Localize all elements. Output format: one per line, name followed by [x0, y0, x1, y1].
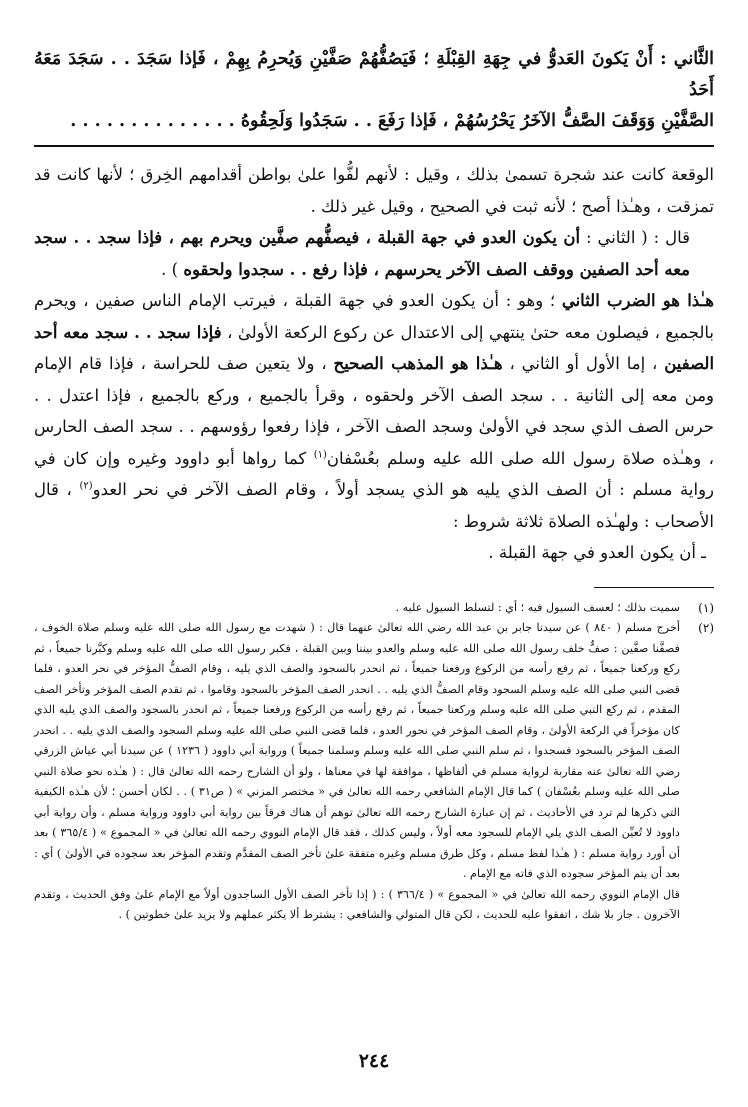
matn-line-1: الثَّاني : أَنْ يَكونَ العَدوُّ في جِهَةِ القِبْلَةِ ؛ فَيَصُفُّهُمْ صَفَّيْنِ وَيُحرِمُ بِهِمْ ، فَإذا سَجَدَ . . سَجَدَ مَعَهُ أَحَدُ: [34, 49, 714, 100]
footnote-ref-1[interactable]: (١): [313, 449, 327, 460]
condition-item-1: ـ أن يكون العدو في جهة القبلة .: [488, 543, 706, 562]
quote-intro: قال : ( الثاني :: [580, 228, 690, 247]
quoted-matn: أن يكون العدو في جهة القبلة ، فيصفُّهم صفَّين ويحرم بهم ، فإذا سجد . . سجد معه أحد الصفين ووقف الصف الآخر يحرسهم ، فإذا رفع . . سجدوا ولحقوه: [34, 228, 690, 279]
text-segment-b: ، إما الأول أو الثاني ،: [502, 354, 665, 373]
page-number: ٢٤٤: [358, 1050, 390, 1072]
footnote-ref-2[interactable]: (٢): [79, 480, 93, 492]
text-segment-a: ؛ وهو : أن يكون العدو في جهة القبلة ، فيرتب الإمام الناس صفين ، ويحرم بالجميع ، فيصلون معه حتىٰ ينتهي إلى الاعتدال عن ركوع الركعة الأولىٰ ،: [34, 291, 715, 342]
text-segment-d: كما رواها أبو داوود وغيره وإن كان في رواية مسلم : أن الصف الذي يليه هو الذي يسجد أولاً ، وقام الصف الآخر في نحر العدو: [34, 448, 715, 499]
commentary-paragraph-1: الوقعة كانت عند شجرة تسمىٰ بذلك ، وقيل : لأنهم لفُّوا علىٰ بواطن أقدامهم الخِرق ؛ لأنها كانت قد تمزقت ، وهـٰذا أصح ؛ لأنه ثبت في الصحيح ، وقيل غير ذلك .: [34, 165, 714, 216]
matn-divider: [34, 145, 714, 147]
matn-line-2: الصَّفَّيْنِ وَوَقَفَ الصَّفُّ الآخَرُ يَحْرُسُهُمْ ، فَإذا رَفَعَ . . سَجَدُوا وَلَحِقُوهُ . . . . . . . . . . . . . .: [70, 111, 714, 131]
quote-close: ) .: [161, 259, 184, 279]
matn-text: [34, 44, 714, 137]
footnote-text: سميت بذلك ؛ لعسف السيول فيه ؛ أي : لتسلط السيول عليه .: [395, 600, 680, 614]
footnote-divider: [594, 587, 714, 588]
emphasis-when-prostrate: فإذا سجد . . سجد معه أحد الصفين: [34, 322, 715, 373]
emphasis-second-type: هـٰذا هو الضرب الثاني: [561, 291, 714, 310]
footnote-2: [34, 618, 714, 885]
commentary-paragraph-2: [34, 222, 714, 285]
footnote-1: [34, 598, 714, 619]
footnote-text: أخرج مسلم ( ٨٤٠ ) عن سيدنا جابر بن عبد الله رضي الله تعالىٰ عنهما قال : ( شهدت مع رسول الله صلى الله عليه وسلم صلاة الخوف ، فصفَّنا صفَّين : صفٌّ خلف رسول الله صلى الله عليه وسلم والعدو بيننا وبين القبلة ، فكبر رسول الله صلى الله عليه وسلم وكبَّرنا جميعاً ، ثم ركع وركعنا جميعاً ، ثم رفع رأسه من الركوع ورفعنا جميعاً ، ثم انحدر بالسجود والصف الذي يليه ، وقام الصفُّ المؤخر في نحر العدو ، فلما قضى النبي صلى الله عليه وسلم السجود وقام الصفُّ الذي يليه . . انحدر الصف المؤخر بالسجود وقاموا ، ثم تقدم الصف المؤخر وتأخر الصف المقدم ، ثم ركع النبي صلى الله عليه وسلم وركعنا جميعاً ، ثم رفع رأسه من الركوع ورفعنا جميعاً ، ثم انحدر بالسجود والصف الذي يليه الذي كان مؤخراً في الركعة الأولىٰ ، وقام الصف المؤخر في نحور العدو ، فلما قضى النبي صلى الله عليه وسلم السجود والصف الذي يليه . . انحدر الصف المؤخر بالسجود فسجدوا ، ثم سلم النبي صلى الله عليه وسلم وسلمنا جميعاً ) ورواية أبي داوود ( ١٢٣٦ ) عن سيدنا أبي عياش الزرقي رضي الله تعالىٰ عنه مقاربة لرواية مسلم في ألفاظها ، موافقة لها في معناها ، ولو أن الشارح رحمه الله تعالىٰ قال : ( هـٰذه نحو صلاة النبي صلى الله عليه وسلم بعُسْفان ) كما قال الإمام الشافعي رحمه الله تعالىٰ في « مختصر المزني » ( ص٣١ ) . . لكان أحسن ؛ لأن هـٰذه الكيفية التي ذكرها لم ترد في الأحاديث ، ثم إن عبارة الشارح رحمه الله تعالىٰ توهم أن هناك فرقاً بين رواية أبي داوود ورواية مسلم ، وأن رواية أبي داوود لا تُعيِّن الصف الذي يلي الإمام للسجود معه أولاً ، وليس كذلك ، فقد قال الإمام النووي رحمه الله تعالىٰ في « المجموع » ( ٣٦٥/٤ ) بعد أن أورد رواية مسلم : ( هـٰذا لفظ مسلم ، وكل طرق مسلم وغيره متفقة علىٰ تأخر الصف المقدَّم وتقدم المؤخر بعد سجوده في الأولىٰ ) أي : بعد أن يتم المؤخر سجوده الذي فاته مع الإمام .: [34, 621, 681, 880]
text-segment-e: ، قال الأصحاب : ولهـٰذه الصلاة ثلاثة شروط :: [34, 480, 714, 531]
page-body: [34, 44, 714, 926]
footnote-number: (١): [698, 600, 714, 615]
commentary-text: [34, 159, 714, 569]
footnote-number: (٢): [698, 621, 714, 635]
commentary-paragraph-3: [34, 285, 714, 537]
text-segment-c: ، ولا يتعين صف للحراسة ، فإذا قام الإمام ومن معه إلى الثانية . . سجد الصف الآخر ولحقوه ، وقرأ بالجميع ، وركع بالجميع ، فإذا اعتدل . . حرس الصف الذي سجد في الأولىٰ وسجد الصف الآخر ، فإذا رفعوا رؤوسهم . . سجد الصف الحارس ، وهـٰذه صلاة رسول الله صلى الله عليه وسلم بعُسْفان: [34, 354, 715, 468]
footnotes: [34, 598, 714, 926]
footnote-2-continuation: قال الإمام النووي رحمه الله تعالىٰ في « المجموع » ( ٣٦٦/٤ ) : ( إذا تأخر الصف الأول الساجدون أولاً مع الإمام علىٰ وفق الحديث ، وتقدم الآخرون . جاز بلا شك ، اتفقوا عليه للحديث ، لكن قال المتولي والشافعي : يشترط ألا يكثر عملهم ولا يزيد علىٰ خطوتين ) .: [34, 887, 680, 921]
emphasis-correct-view: هـٰذا هو المذهب الصحيح: [333, 354, 503, 373]
